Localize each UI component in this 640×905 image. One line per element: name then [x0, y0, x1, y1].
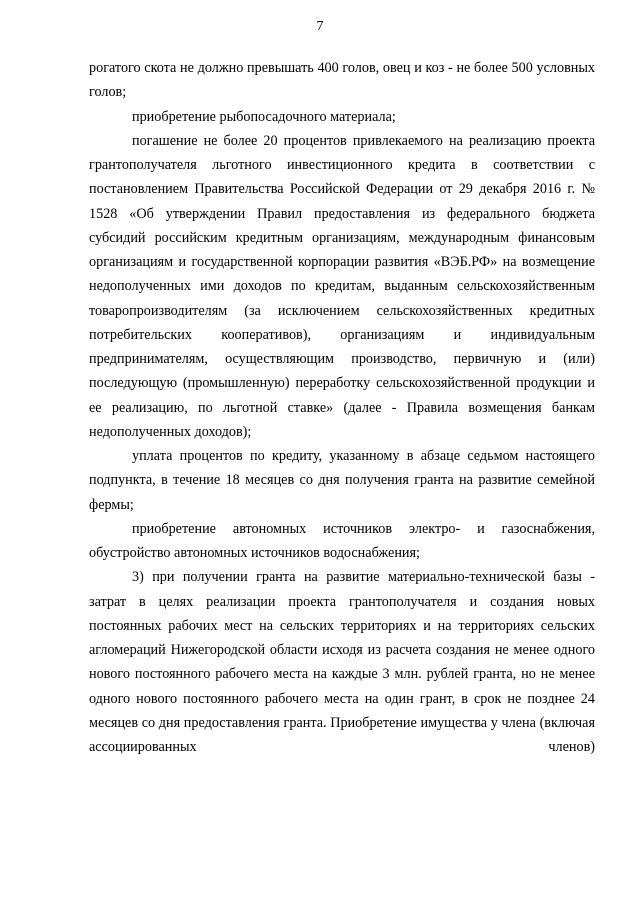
document-body	[89, 56, 595, 759]
paragraph-autonomous-sources: приобретение автономных источников электро- и газоснабжения, обустройство автономных источников водоснабжения;	[89, 520, 595, 561]
paragraph-livestock-limit: рогатого скота не должно превышать 400 голов, овец и коз - не более 500 условных голов;	[89, 60, 595, 101]
paragraph-loan-repayment: погашение не более 20 процентов привлекаемого на реализацию проекта грантополучателя льготного инвестиционного кредита в соответствии с постановлением Правительства Российской Федерации от 29 декабря 2016 г. № 1528 «Об утверждении Правил предоставления из федерального бюджета субсидий российским кредитным организациям, международным финансовым организациям и государственной корпорации развития «ВЭБ.РФ» на возмещение недополученных ими доходов по кредитам, выданным сельскохозяйственным товаропроизводителям (за исключением сельскохозяйственных кредитных потребительских кооперативов), организациям и индивидуальным предпринимателям, осуществляющим производство, первичную и (или) последующую (промышленную) переработку сельскохозяйственной продукции и ее реализацию, по льготной ставке» (далее - Правила возмещения банкам недополученных доходов);	[89, 132, 595, 440]
paragraph-interest-payment: уплата процентов по кредиту, указанному в абзаце седьмом настоящего подпункта, в течение 18 месяцев со дня получения гранта на развитие семейной фермы;	[89, 448, 595, 513]
paragraph-fish-stock: приобретение рыбопосадочного материала;	[132, 108, 396, 125]
page-number: 7	[316, 19, 324, 34]
paragraph-material-base-grant: 3) при получении гранта на развитие материально-технической базы - затрат в целях реализации проекта грантополучателя и создания новых постоянных рабочих мест на сельских территориях и на территориях сельских агломераций Нижегородской области исходя из расчета создания не менее одного нового постоянного рабочего места на каждые 3 млн. рублей гранта, но не менее одного нового постоянного рабочего места на один грант, в срок не позднее 24 месяцев со дня предоставления гранта. Приобретение имущества у члена (включая ассоциированных членов)	[89, 569, 595, 755]
